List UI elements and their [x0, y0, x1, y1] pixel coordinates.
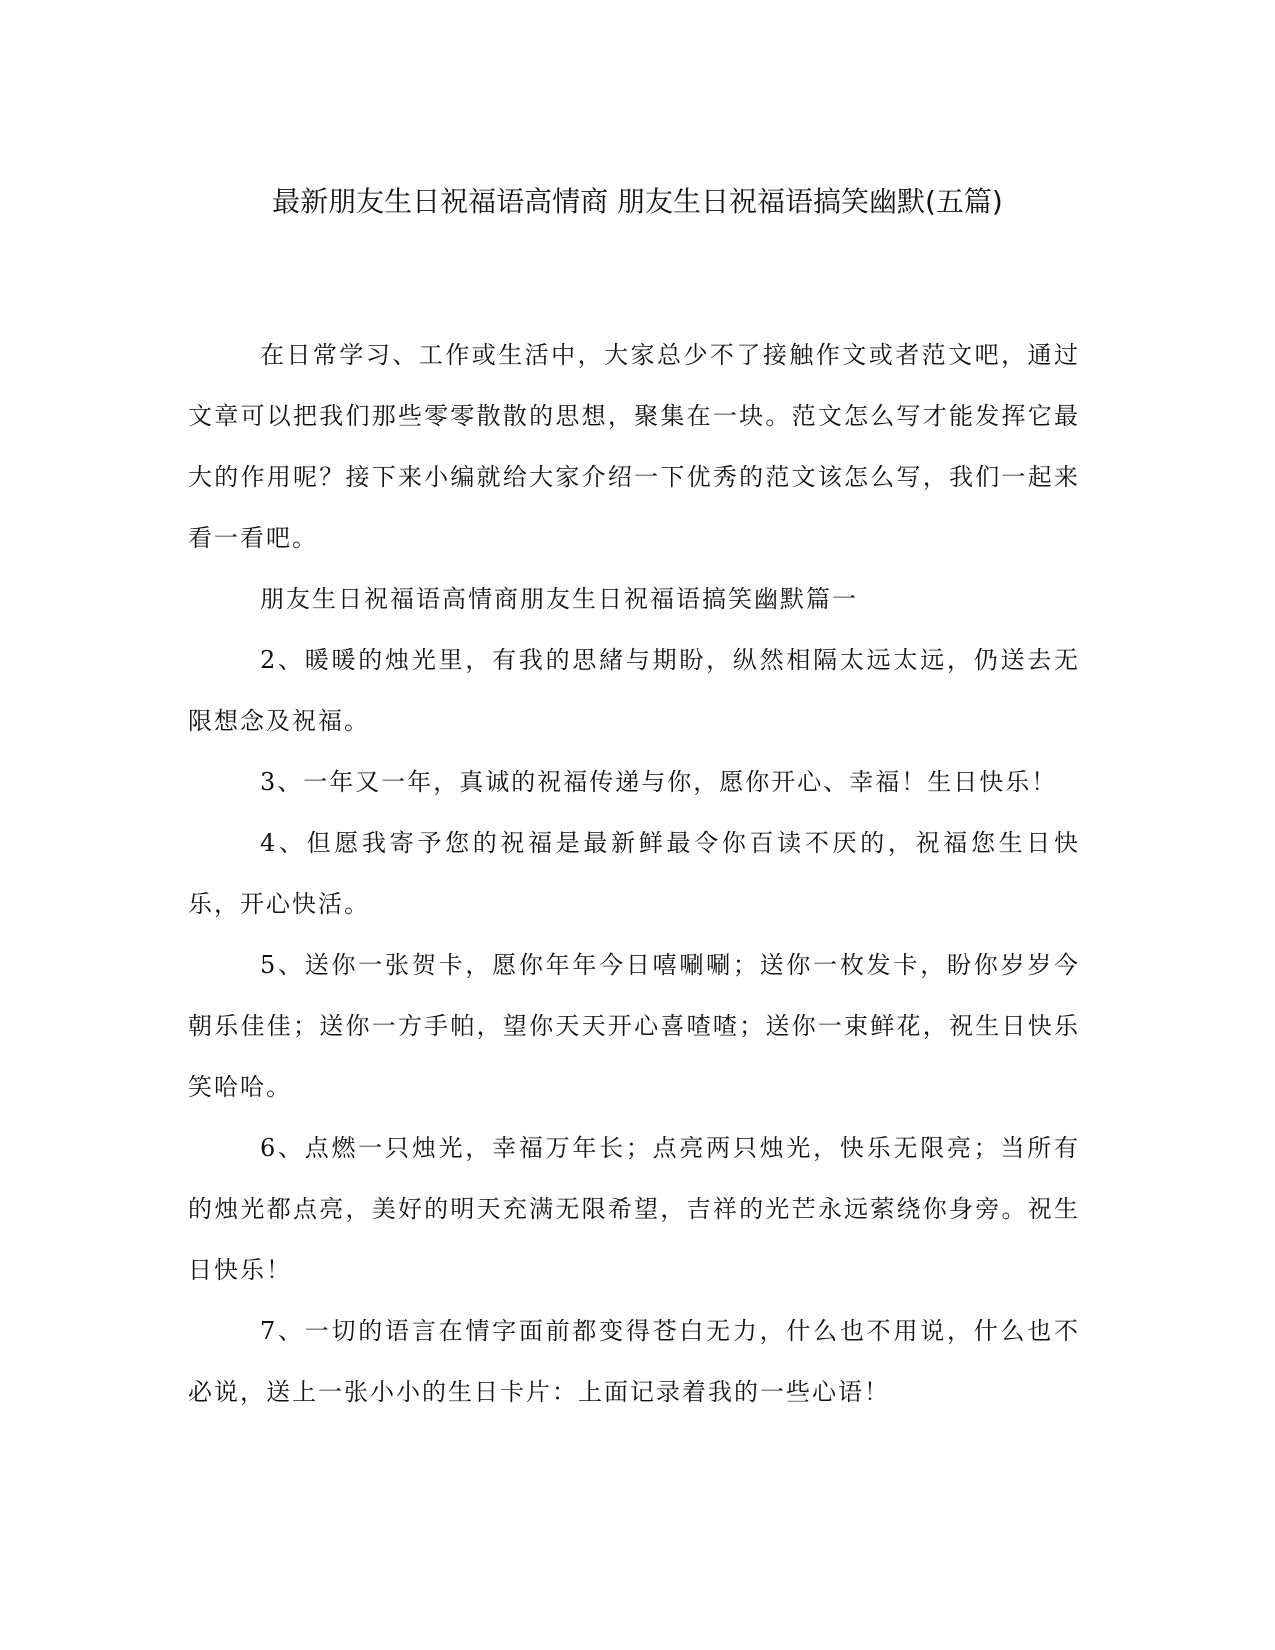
paragraph-item-3: 3、一年又一年，真诚的祝福传递与你，愿你开心、幸福！生日快乐！ — [260, 768, 1058, 796]
paragraph-intro: 在日常学习、工作或生活中，大家总少不了接触作文或者范文吧，通过文章可以把我们那些零零散散的思想，聚集在一块。范文怎么写才能发挥它最大的作用呢？接下来小编就给大家介绍一下优秀的范文该怎么写，我们一起来看一看吧。 — [188, 341, 1080, 552]
document-body — [188, 325, 1080, 1423]
paragraph-item-7: 7、一切的语言在情字面前都变得苍白无力，什么也不用说，什么也不必说，送上一张小小的生日卡片：上面记录着我的一些心语！ — [188, 1317, 1080, 1406]
paragraph-item-6: 6、点燃一只烛光，幸福万年长；点亮两只烛光，快乐无限亮；当所有的烛光都点亮，美好的明天充满无限希望，吉祥的光芒永远萦绕你身旁。祝生日快乐！ — [188, 1134, 1080, 1284]
paragraph-item-4: 4、但愿我寄予您的祝福是最新鲜最令你百读不厌的，祝福您生日快乐，开心快活。 — [188, 829, 1080, 918]
section-heading: 朋友生日祝福语高情商朋友生日祝福语搞笑幽默篇一 — [260, 585, 858, 613]
paragraph-item-2: 2、暖暖的烛光里，有我的思緒与期盼，纵然相隔太远太远，仍送去无限想念及祝福。 — [188, 646, 1080, 735]
document-title: 最新朋友生日祝福语高情商 朋友生日祝福语搞笑幽默(五篇) — [272, 185, 1003, 218]
paragraph-item-5: 5、送你一张贺卡，愿你年年今日嘻唰唰；送你一枚发卡，盼你岁岁今朝乐佳佳；送你一方手帕，望你天天开心喜喳喳；送你一束鲜花，祝生日快乐笑哈哈。 — [188, 951, 1080, 1101]
